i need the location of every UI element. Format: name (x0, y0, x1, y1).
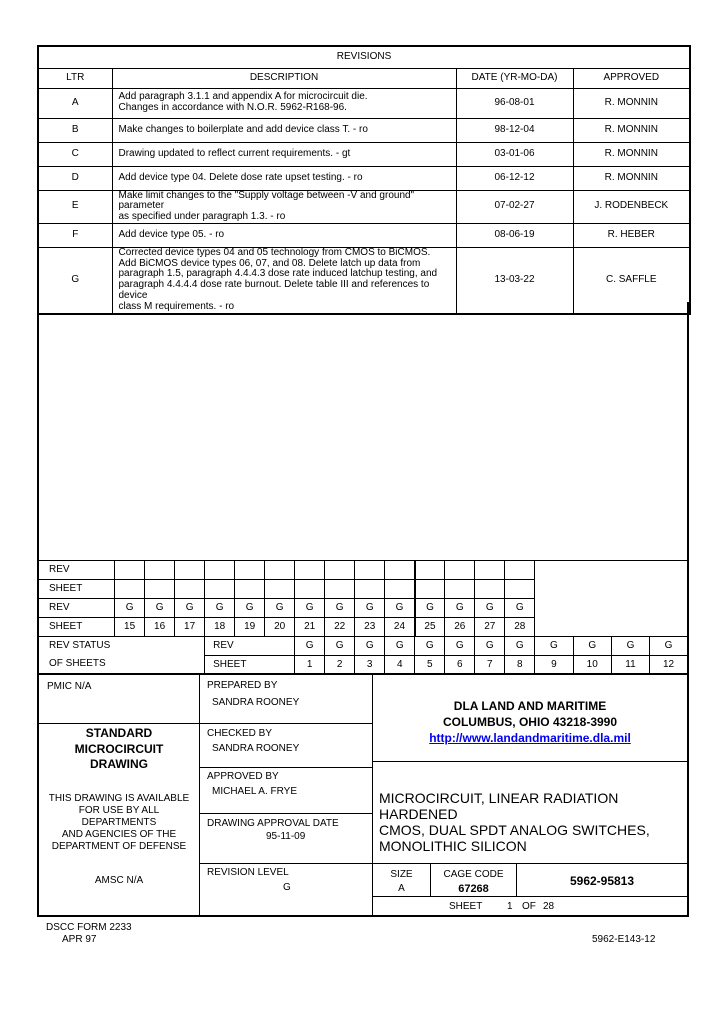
rev-ltr: D (38, 166, 112, 190)
sheet-cell: 23 (355, 618, 385, 637)
rev-description: Make limit changes to the "Supply voltage between -V and ground" parameter as specified under paragraph 1.3. - ro (112, 190, 456, 223)
rev-cell: G (175, 599, 205, 618)
revision-row (38, 166, 690, 190)
form-number: DSCC FORM 2233 (46, 922, 132, 933)
org-address: COLUMBUS, OHIO 43218-3990 (442, 715, 618, 729)
size-label: SIZE (390, 869, 413, 880)
rev-label: REV (205, 637, 295, 656)
pmic-label: PMIC N/A (47, 681, 92, 692)
sheet-cell: 11 (611, 656, 649, 675)
rev-ltr: G (38, 247, 112, 313)
rev-cell: G (573, 637, 611, 656)
revision-status-table (37, 560, 689, 675)
rev-label: REV (38, 599, 115, 618)
sheet-cell: 27 (475, 618, 505, 637)
sheet-label: SHEET (205, 656, 295, 675)
rev-status-label: REV STATUS (38, 637, 205, 656)
rev-cell: G (650, 637, 688, 656)
org-name: DLA LAND AND MARITIME (453, 699, 607, 713)
rev-cell: G (611, 637, 649, 656)
rev-cell: G (205, 599, 235, 618)
checked-by-label: CHECKED BY (207, 728, 273, 739)
header-date: DATE (YR-MO-DA) (456, 68, 573, 88)
rev-cell: G (115, 599, 145, 618)
approval-date: 95-11-09 (266, 831, 306, 842)
sheet-label: SHEET (38, 618, 115, 637)
form-date: APR 97 (62, 934, 97, 945)
sheet-cell: 7 (475, 656, 505, 675)
sheet-label: SHEET (449, 901, 483, 912)
rev-date: 13-03-22 (456, 247, 573, 313)
rev-cell: G (295, 599, 325, 618)
sheet-cell: 18 (205, 618, 235, 637)
rev-cell: G (445, 637, 475, 656)
document-code: 5962-E143-12 (592, 934, 656, 945)
rev-ltr: C (38, 142, 112, 166)
rev-cell: G (535, 637, 573, 656)
sheet-number: 1 (507, 901, 513, 912)
rev-cell: G (415, 637, 445, 656)
rev-ltr: A (38, 88, 112, 118)
sheet-cell: 17 (175, 618, 205, 637)
of-sheets-label: OF SHEETS (38, 656, 205, 675)
availability-notice: THIS DRAWING IS AVAILABLE FOR USE BY ALL DEPARTMENTS AND AGENCIES OF THE DEPARTMENT OF DEFENSE (48, 792, 190, 852)
rev-cell: G (145, 599, 175, 618)
cage-code: 67268 (458, 883, 489, 895)
rev-approved: R. MONNIN (573, 166, 690, 190)
revision-row (38, 142, 690, 166)
rev-cell: G (505, 637, 535, 656)
rev-description: Drawing updated to reflect current requirements. - gt (112, 142, 456, 166)
part-title: MICROCIRCUIT, LINEAR RADIATION HARDENED CMOS, DUAL SPDT ANALOG SWITCHES, MONOLITHIC SILICON (379, 790, 650, 855)
prepared-by-label: PREPARED BY (207, 680, 278, 691)
sheet-label: SHEET (38, 580, 115, 599)
approval-date-label: DRAWING APPROVAL DATE (207, 818, 339, 829)
sheet-cell: 26 (445, 618, 475, 637)
org-url-link[interactable]: http://www.landandmaritime.dla.mil (429, 731, 631, 745)
rev-date: 98-12-04 (456, 118, 573, 142)
rev-cell: G (295, 637, 325, 656)
sheet-cell: 25 (415, 618, 445, 637)
prepared-by-name: SANDRA ROONEY (212, 697, 300, 708)
sheet-cell: 19 (235, 618, 265, 637)
revision-level-label: REVISION LEVEL (207, 867, 289, 878)
sheet-cell: 12 (650, 656, 688, 675)
revision-row (38, 190, 690, 223)
revisions-table (37, 45, 691, 315)
rev-date: 07-02-27 (456, 190, 573, 223)
sheet-cell: 22 (325, 618, 355, 637)
amsc-label: AMSC N/A (94, 875, 144, 886)
rev-approved: J. RODENBECK (573, 190, 690, 223)
rev-cell: G (505, 599, 535, 618)
sheet-cell: 6 (445, 656, 475, 675)
title-block (37, 673, 689, 917)
sheet-cell: 15 (115, 618, 145, 637)
rev-ltr: F (38, 223, 112, 247)
sheet-cell: 10 (573, 656, 611, 675)
approved-by-label: APPROVED BY (207, 771, 279, 782)
sheet-cell: 21 (295, 618, 325, 637)
rev-description: Add device type 05. - ro (112, 223, 456, 247)
sheet-cell: 20 (265, 618, 295, 637)
rev-description: Corrected device types 04 and 05 technology from CMOS to BiCMOS. Add BiCMOS device types 06, 07, and 08. Delete latch up data from paragraph 1.5, paragraph 4.4.4.3 dose rate induced latchup testing, and paragraph 4.4.4.4 dose rate burnout. Delete table III and references to device class M requirements. - ro (112, 247, 456, 313)
rev-cell: G (325, 637, 355, 656)
sheet-cell: 28 (505, 618, 535, 637)
rev-cell: G (265, 599, 295, 618)
rev-ltr: E (38, 190, 112, 223)
rev-cell: G (355, 599, 385, 618)
sheet-cell: 9 (535, 656, 573, 675)
sheet-cell: 5 (415, 656, 445, 675)
sheet-cell: 16 (145, 618, 175, 637)
approved-by-name: MICHAEL A. FRYE (212, 786, 298, 797)
rev-cell: G (475, 599, 505, 618)
sheet-total: 28 (543, 901, 555, 912)
sheet-cell: 24 (385, 618, 415, 637)
rev-cell: G (445, 599, 475, 618)
rev-description: Add device type 04. Delete dose rate upset testing. - ro (112, 166, 456, 190)
header-approved: APPROVED (573, 68, 690, 88)
rev-ltr: B (38, 118, 112, 142)
rev-description: Make changes to boilerplate and add device class T. - ro (112, 118, 456, 142)
rev-cell: G (355, 637, 385, 656)
sheet-cell: 2 (325, 656, 355, 675)
checked-by-name: SANDRA ROONEY (212, 743, 300, 754)
rev-date: 96-08-01 (456, 88, 573, 118)
sheet-cell: 8 (505, 656, 535, 675)
rev-approved: R. MONNIN (573, 88, 690, 118)
header-ltr: LTR (38, 68, 112, 88)
sheet-cell: 3 (355, 656, 385, 675)
rev-approved: R. HEBER (573, 223, 690, 247)
rev-cell: G (385, 599, 415, 618)
rev-cell: G (325, 599, 355, 618)
cage-code-label: CAGE CODE (443, 869, 504, 880)
revision-row (38, 223, 690, 247)
rev-approved: R. MONNIN (573, 142, 690, 166)
revision-level: G (283, 882, 291, 893)
sheet-cell: 4 (385, 656, 415, 675)
revision-row (38, 118, 690, 142)
blank-area (37, 302, 689, 560)
rev-approved: R. MONNIN (573, 118, 690, 142)
rev-cell: G (415, 599, 445, 618)
of-label: OF (522, 901, 536, 912)
revisions-title: REVISIONS (38, 46, 690, 68)
size-value: A (398, 883, 405, 894)
rev-cell: G (385, 637, 415, 656)
sheet-cell: 1 (295, 656, 325, 675)
standard-drawing-title: STANDARD MICROCIRCUIT DRAWING (74, 726, 164, 772)
revision-row (38, 88, 690, 118)
header-description: DESCRIPTION (112, 68, 456, 88)
rev-description: Add paragraph 3.1.1 and appendix A for microcircuit die. Changes in accordance with N.O.R. 5962-R168-96. (112, 88, 456, 118)
rev-date: 06-12-12 (456, 166, 573, 190)
rev-date: 03-01-06 (456, 142, 573, 166)
rev-date: 08-06-19 (456, 223, 573, 247)
drawing-number: 5962-95813 (569, 874, 635, 888)
rev-cell: G (235, 599, 265, 618)
rev-cell: G (475, 637, 505, 656)
rev-label: REV (38, 561, 115, 580)
rev-approved: C. SAFFLE (573, 247, 690, 313)
